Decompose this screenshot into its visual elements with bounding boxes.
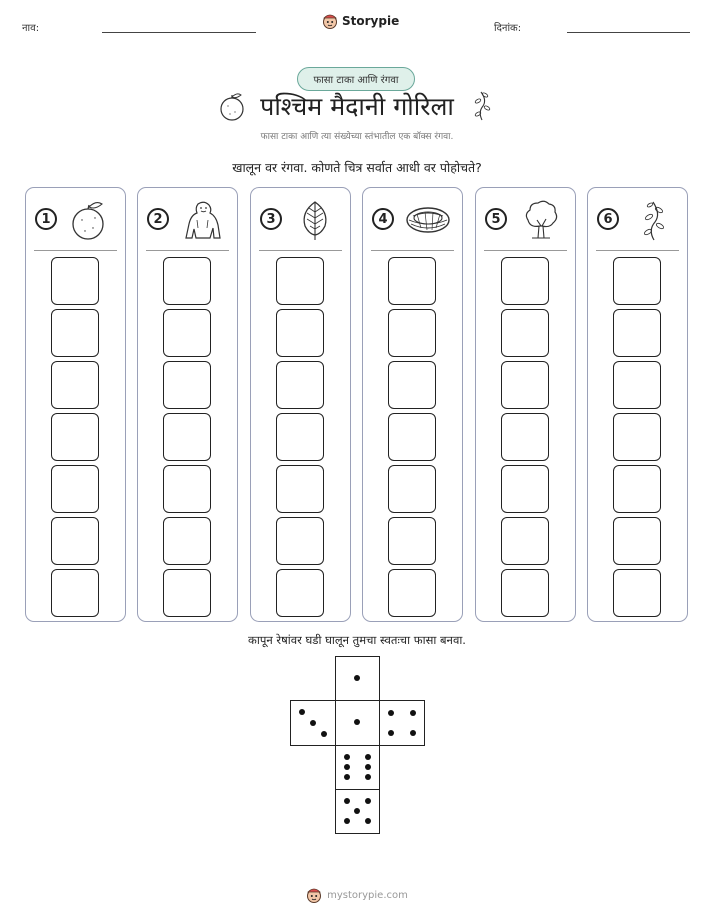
color-box[interactable] — [163, 413, 211, 461]
column-2 — [137, 187, 238, 622]
activity-badge: फासा टाका आणि रंगवा — [297, 67, 415, 91]
column-4 — [362, 187, 463, 622]
nest-icon — [405, 198, 451, 242]
color-box[interactable] — [501, 413, 549, 461]
pip — [344, 818, 350, 824]
column-6 — [587, 187, 688, 622]
die-face-3[interactable] — [290, 700, 336, 746]
color-box[interactable] — [276, 257, 324, 305]
column-5 — [475, 187, 576, 622]
name-line[interactable] — [102, 32, 256, 33]
color-box[interactable] — [613, 569, 661, 617]
column-divider — [371, 250, 454, 251]
pip — [388, 710, 394, 716]
pip — [354, 808, 360, 814]
orange-icon — [68, 198, 114, 242]
color-box[interactable] — [276, 413, 324, 461]
color-box[interactable] — [613, 361, 661, 409]
color-box[interactable] — [613, 465, 661, 513]
column-number: 6 — [597, 208, 619, 230]
column-number: 1 — [35, 208, 57, 230]
color-box[interactable] — [388, 413, 436, 461]
color-box[interactable] — [613, 413, 661, 461]
color-box[interactable] — [163, 517, 211, 565]
column-header — [26, 188, 125, 250]
gorilla-icon — [180, 198, 226, 242]
color-box[interactable] — [501, 309, 549, 357]
column-number: 2 — [147, 208, 169, 230]
die-face-4[interactable] — [379, 700, 425, 746]
color-box[interactable] — [613, 309, 661, 357]
color-box[interactable] — [501, 361, 549, 409]
pip — [365, 774, 371, 780]
column-divider — [484, 250, 567, 251]
color-box[interactable] — [613, 257, 661, 305]
column-header — [363, 188, 462, 250]
color-box[interactable] — [388, 257, 436, 305]
color-box[interactable] — [163, 257, 211, 305]
pip — [321, 731, 327, 737]
color-box[interactable] — [51, 257, 99, 305]
column-divider — [146, 250, 229, 251]
tree-icon — [518, 198, 564, 242]
pip — [410, 710, 416, 716]
color-box[interactable] — [51, 413, 99, 461]
column-divider — [259, 250, 342, 251]
brand-logo — [322, 12, 399, 30]
color-box[interactable] — [276, 361, 324, 409]
pip — [344, 764, 350, 770]
color-box[interactable] — [276, 309, 324, 357]
color-box[interactable] — [388, 569, 436, 617]
pip — [388, 730, 394, 736]
pip — [344, 798, 350, 804]
color-box[interactable] — [501, 465, 549, 513]
color-box[interactable] — [51, 569, 99, 617]
vine-icon — [630, 198, 676, 242]
color-box[interactable] — [51, 517, 99, 565]
color-box[interactable] — [276, 465, 324, 513]
pip — [354, 719, 360, 725]
color-box[interactable] — [163, 465, 211, 513]
color-box[interactable] — [501, 569, 549, 617]
pip — [365, 798, 371, 804]
color-box[interactable] — [51, 465, 99, 513]
color-box[interactable] — [501, 517, 549, 565]
pip — [365, 754, 371, 760]
pip — [344, 774, 350, 780]
pip — [365, 764, 371, 770]
pip — [365, 818, 371, 824]
brand-name: Storypie — [342, 14, 400, 28]
column-number: 5 — [485, 208, 507, 230]
column-header — [588, 188, 687, 250]
color-box[interactable] — [276, 569, 324, 617]
column-header — [476, 188, 575, 250]
coloring-instruction: खालून वर रंगवा. कोणते चित्र सर्वात आधी वर पोहोचते? — [232, 160, 482, 175]
storypie-mascot-icon — [306, 886, 322, 904]
color-box[interactable] — [388, 517, 436, 565]
page-subtitle: फासा टाका आणि त्या संख्येच्या स्तंभातील एक बॉक्स रंगवा. — [260, 132, 454, 142]
color-box[interactable] — [388, 309, 436, 357]
pip — [299, 709, 305, 715]
column-divider — [596, 250, 679, 251]
date-label: दिनांक: — [494, 23, 522, 34]
die-face-1-center[interactable] — [335, 700, 380, 746]
cut-instruction: कापून रेषांवर घडी घालून तुमचा स्वतःचा फासा बनवा. — [248, 633, 466, 647]
die-face-6[interactable] — [335, 745, 380, 790]
color-box[interactable] — [501, 257, 549, 305]
column-number: 3 — [260, 208, 282, 230]
color-box[interactable] — [163, 309, 211, 357]
color-box[interactable] — [163, 569, 211, 617]
column-header — [138, 188, 237, 250]
footer — [0, 886, 714, 904]
color-box[interactable] — [163, 361, 211, 409]
color-box[interactable] — [51, 361, 99, 409]
column-number: 4 — [372, 208, 394, 230]
name-label: नाव: — [22, 23, 40, 34]
footer-url[interactable]: mystorypie.com — [327, 889, 408, 901]
die-face-5[interactable] — [335, 789, 380, 834]
storypie-mascot-icon — [322, 12, 338, 30]
color-box[interactable] — [388, 361, 436, 409]
column-header — [251, 188, 350, 250]
vine-icon — [473, 90, 491, 122]
color-box[interactable] — [51, 309, 99, 357]
color-box[interactable] — [388, 465, 436, 513]
pip — [354, 675, 360, 681]
pip — [344, 754, 350, 760]
page-title: पश्चिम मैदानी गोरिला — [260, 92, 454, 121]
die-face-1[interactable] — [335, 656, 380, 701]
column-1 — [25, 187, 126, 622]
date-line[interactable] — [567, 32, 690, 33]
leaf-icon — [293, 198, 339, 242]
color-box[interactable] — [613, 517, 661, 565]
column-divider — [34, 250, 117, 251]
pip — [410, 730, 416, 736]
color-box[interactable] — [276, 517, 324, 565]
pip — [310, 720, 316, 726]
column-3 — [250, 187, 351, 622]
